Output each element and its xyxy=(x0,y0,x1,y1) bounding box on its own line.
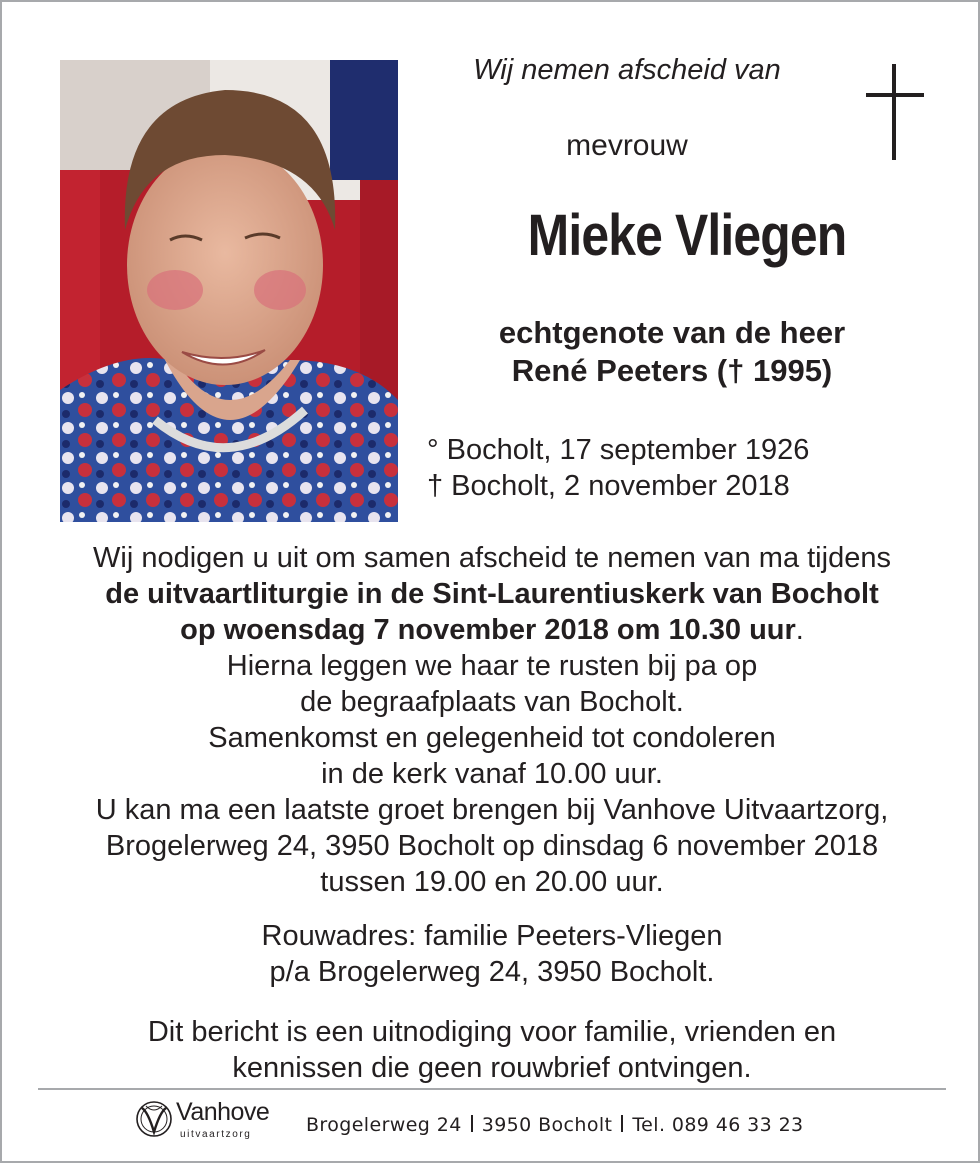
portrait-photo xyxy=(60,60,398,522)
invitation-text xyxy=(22,540,962,900)
notice-text: Dit bericht is een uitnodiging voor familie, vrienden en kennissen die geen rouwbrief ontvingen. xyxy=(147,1016,837,1084)
footer-separator xyxy=(621,1115,623,1132)
invitation-line: in de kerk vanaf 10.00 uur. xyxy=(321,758,663,790)
death-date: † Bocholt, 2 november 2018 xyxy=(427,470,790,502)
vanhove-logo xyxy=(134,1098,294,1148)
cross-icon xyxy=(866,64,924,160)
intro-text: Wij nemen afscheid van xyxy=(473,54,781,86)
footer-contact xyxy=(306,1114,804,1136)
footer-street: Brogelerweg 24 xyxy=(306,1114,462,1136)
invitation-line: Samenkomst en gelegenheid tot condoleren xyxy=(208,722,776,754)
spouse-line-1: echtgenote van de heer xyxy=(498,315,846,350)
honorific: mevrouw xyxy=(566,129,688,162)
footer-phone: Tel. 089 46 33 23 xyxy=(632,1114,804,1136)
invitation-line: tussen 19.00 en 20.00 uur. xyxy=(320,866,664,898)
invitation-line: U kan ma een laatste groet brengen bij Vanhove Uitvaartzorg, xyxy=(95,794,889,826)
spouse-line-2: René Peeters († 1995) xyxy=(511,353,833,388)
invitation-line: de begraafplaats van Bocholt. xyxy=(300,686,684,718)
vanhove-logo-icon xyxy=(134,1098,174,1138)
deceased-name: Mieke Vliegen xyxy=(527,203,847,268)
spouse-info xyxy=(422,314,922,390)
invitation-line: Hierna leggen we haar te rusten bij pa op xyxy=(226,650,758,682)
footer-city: 3950 Bocholt xyxy=(481,1114,613,1136)
birth-date: ° Bocholt, 17 september 1926 xyxy=(427,434,810,466)
portrait-image xyxy=(60,60,398,522)
brand-name: Vanhove xyxy=(176,1098,270,1126)
invitation-line: Brogelerweg 24, 3950 Bocholt op dinsdag 6 november 2018 xyxy=(105,830,879,862)
invitation-line: Wij nodigen u uit om samen afscheid te nemen van ma tijdens xyxy=(93,542,891,574)
invitation-line: op woensdag 7 november 2018 om 10.30 uur. xyxy=(180,614,804,646)
brand-subtitle: uitvaartzorg xyxy=(180,1129,252,1140)
footer-separator xyxy=(471,1115,473,1132)
invitation-line-bold: de uitvaartliturgie in de Sint-Laurentiuskerk van Bocholt xyxy=(105,578,879,610)
footer-divider xyxy=(38,1088,946,1090)
service-datetime: op woensdag 7 november 2018 om 10.30 uur xyxy=(180,614,796,646)
mourning-address: Rouwadres: familie Peeters-Vliegen p/a Brogelerweg 24, 3950 Bocholt. xyxy=(261,920,723,988)
life-dates xyxy=(427,432,809,504)
